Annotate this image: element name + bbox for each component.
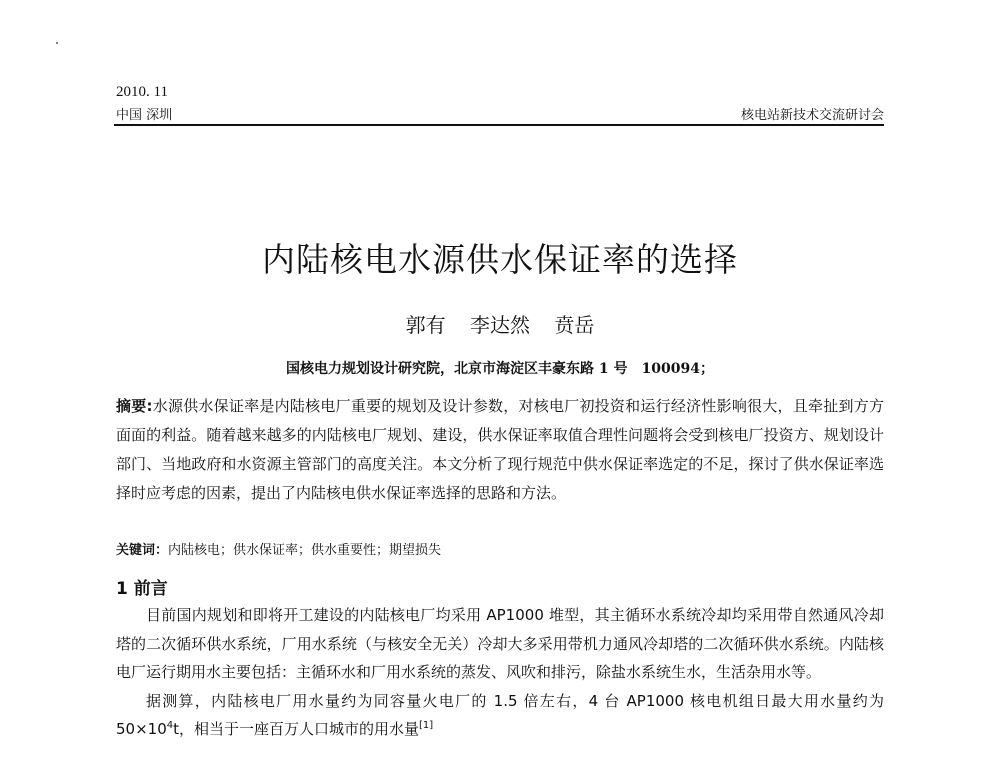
paragraph-2-part-b: t，相当于一座百万人口城市的用水量 bbox=[173, 720, 420, 738]
paper-affiliation: 国核电力规划设计研究院，北京市海淀区丰豪东路 1 号 100094； bbox=[286, 361, 714, 377]
paragraph-2-citation: [1] bbox=[419, 720, 434, 731]
paragraph-1: 目前国内规划和即将开工建设的内陆核电厂均采用 AP1000 堆型，其主循环水系统冷却均采用带自然通风冷却塔的二次循环供水系统，厂用水系统（与核安全无关）冷却大多采用带机力通风冷却塔的二次循环供水系统。内陆核电厂运行期用水主要包括：主循环水和厂用水系统的蒸发、风吹和排污，除盐水系统生水，生活杂用水等。 bbox=[116, 606, 884, 681]
header-date: 2010. 11 bbox=[116, 84, 168, 100]
header-conference: 核电站新技术交流研讨会 bbox=[740, 108, 884, 123]
abstract-label: 摘要: bbox=[116, 397, 153, 415]
abstract-text: 水源供水保证率是内陆核电厂重要的规划及设计参数，对核电厂初投资和运行经济性影响很大，且牵扯到方方面面的利益。随着越来越多的内陆核电厂规划、建设，供水保证率取值合理性问题将会受到核电厂投资方、规划设计部门、当地政府和水资源主管部门的高度关注。本文分析了现行规范中供水保证率选定的不足，探讨了供水保证率选择时应考虑的因素，提出了内陆核电供水保证率选择的思路和方法。 bbox=[116, 397, 884, 502]
keywords-label: 关键词： bbox=[116, 543, 169, 558]
header-location: 中国 深圳 bbox=[116, 108, 173, 123]
paragraph-2-exponent: 4 bbox=[166, 720, 174, 731]
paragraph-2-part-a: 据测算，内陆核电厂用水量约为同容量火电厂的 1.5 倍左右，4 台 AP1000 核电机组日最大用水量约为 50×10 bbox=[116, 691, 884, 738]
paper-authors: 郭有 李达然 贲岳 bbox=[405, 313, 595, 337]
keywords-text: 内陆核电；供水保证率；供水重要性；期望损失 bbox=[168, 543, 442, 558]
paper-title: 内陆核电水源供水保证率的选择 bbox=[262, 240, 738, 279]
scan-speck bbox=[56, 42, 58, 44]
header-rule bbox=[114, 124, 884, 126]
abstract bbox=[116, 392, 884, 508]
section-heading: 1 前言 bbox=[116, 579, 168, 599]
keywords bbox=[116, 539, 441, 558]
body-text bbox=[116, 601, 884, 744]
paragraph-2 bbox=[116, 687, 884, 744]
